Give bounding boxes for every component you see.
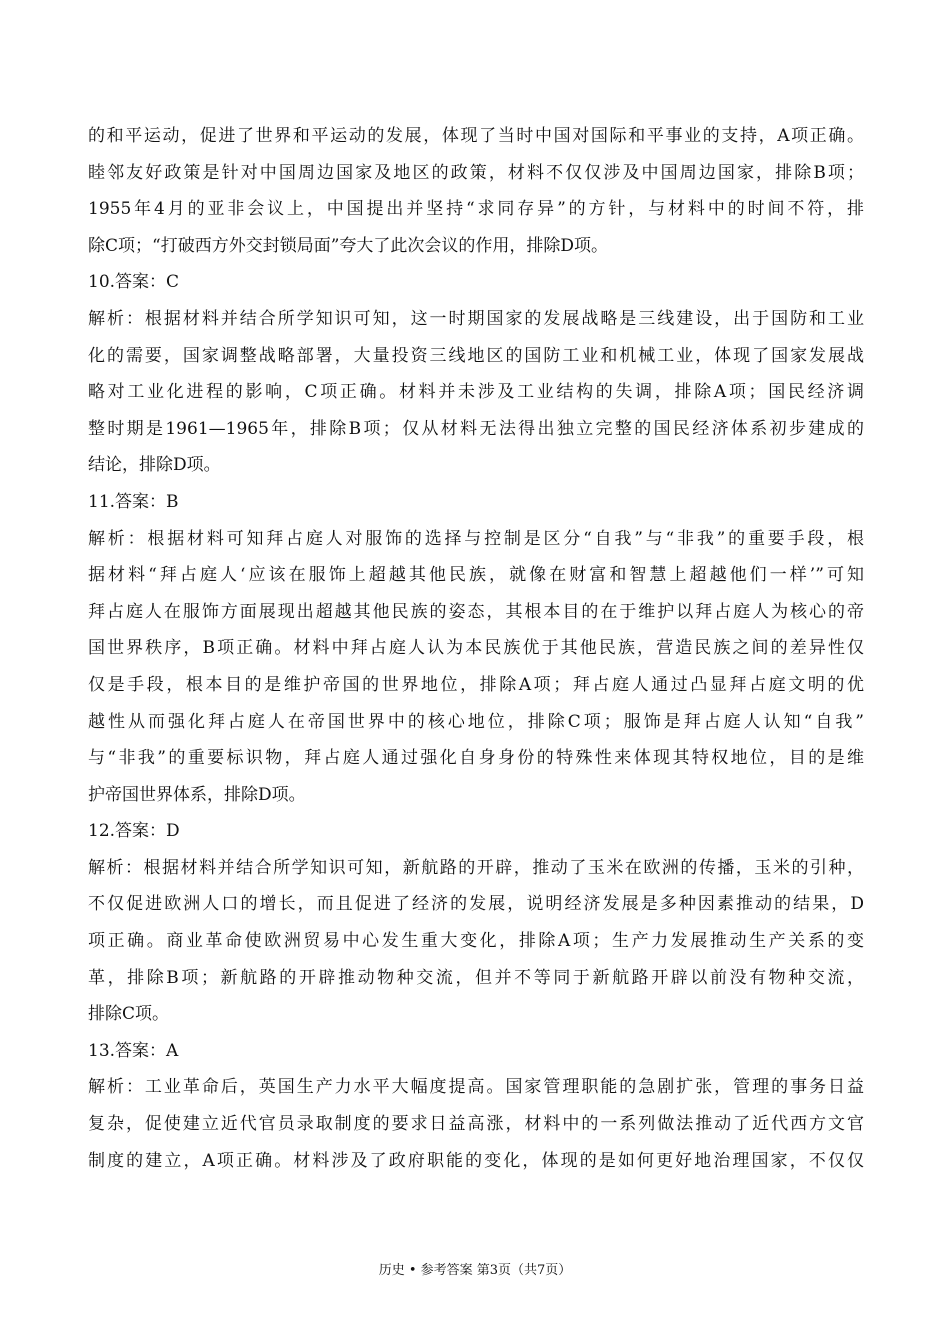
text-line: 据材料“拜占庭人‘应该在服饰上超越其他民族，就像在财富和智慧上超越他们一样’”可知 (88, 565, 864, 586)
text-line: 拜占庭人在服饰方面展现出超越其他民族的姿态，其根本目的在于维护以拜占庭人为核心的帝 (88, 601, 864, 622)
text-line: 化的需要，国家调整战略部署，大量投资三线地区的国防工业和机械工业，体现了国家发展战 (88, 345, 864, 366)
text-line: 复杂，促使建立近代官员录取制度的要求日益高涨，材料中的一系列做法推动了近代西方文官 (88, 1114, 864, 1135)
text-line: 10.答案：C (88, 272, 180, 293)
text-line: 不仅促进欧洲人口的增长，而且促进了经济的发展，说明经济发展是多种因素推动的结果，D (88, 894, 864, 915)
answer-text-body (88, 118, 864, 1179)
text-line: 13.答案：A (88, 1040, 179, 1061)
text-line: 略对工业化进程的影响，C项正确。材料并未涉及工业结构的失调，排除A项；国民经济调 (88, 382, 864, 403)
text-line: 12.答案：D (88, 821, 180, 842)
text-line: 国世界秩序，B项正确。材料中拜占庭人认为本民族优于其他民族，营造民族之间的差异性仅 (88, 638, 864, 659)
text-line: 与“非我”的重要标识物，拜占庭人通过强化自身身份的特殊性来体现其特权地位，目的是维 (88, 748, 864, 769)
page-footer: 历史 • 参考答案 第3页（共7页） (378, 1263, 572, 1278)
text-line: 越性从而强化拜占庭人在帝国世界中的核心地位，排除C项；服饰是拜占庭人认知“自我” (88, 711, 864, 732)
text-line: 制度的建立，A项正确。材料涉及了政府职能的变化，体现的是如何更好地治理国家，不仅仅 (88, 1150, 864, 1171)
text-line: 排除C项。 (88, 1004, 170, 1025)
text-line: 革，排除B项；新航路的开辟推动物种交流，但并不等同于新航路开辟以前没有物种交流， (88, 967, 864, 988)
text-line: 结论，排除D项。 (88, 455, 221, 476)
text-line: 1955年4月的亚非会议上，中国提出并坚持“求同存异”的方针，与材料中的时间不符，排 (88, 199, 864, 220)
text-line: 睦邻友好政策是针对中国周边国家及地区的政策，材料不仅仅涉及中国周边国家，排除B项； (88, 162, 864, 183)
text-line: 11.答案：B (88, 491, 179, 512)
text-line: 解析：根据材料并结合所学知识可知，新航路的开辟，推动了玉米在欧洲的传播，玉米的引种， (88, 857, 864, 878)
text-line: 解析：工业革命后，英国生产力水平大幅度提高。国家管理职能的急剧扩张，管理的事务日益 (88, 1077, 864, 1098)
text-line: 护帝国世界体系，排除D项。 (88, 784, 306, 805)
text-line: 的和平运动，促进了世界和平运动的发展，体现了当时中国对国际和平事业的支持，A项正确。 (88, 126, 864, 146)
text-line: 解析：根据材料可知拜占庭人对服饰的选择与控制是区分“自我”与“非我”的重要手段，根 (88, 528, 864, 549)
text-line: 仅是手段，根本目的是维护帝国的世界地位，排除A项；拜占庭人通过凸显拜占庭文明的优 (88, 674, 864, 695)
text-line: 整时期是1961—1965年，排除B项；仅从材料无法得出独立完整的国民经济体系初步建成的 (88, 418, 864, 439)
text-line: 除C项；“打破西方外交封锁局面”夸大了此次会议的作用，排除D项。 (88, 235, 609, 256)
text-line: 解析：根据材料并结合所学知识可知，这一时期国家的发展战略是三线建设，出于国防和工业 (88, 308, 864, 329)
text-line: 项正确。商业革命使欧洲贸易中心发生重大变化，排除A项；生产力发展推动生产关系的变 (88, 931, 864, 952)
